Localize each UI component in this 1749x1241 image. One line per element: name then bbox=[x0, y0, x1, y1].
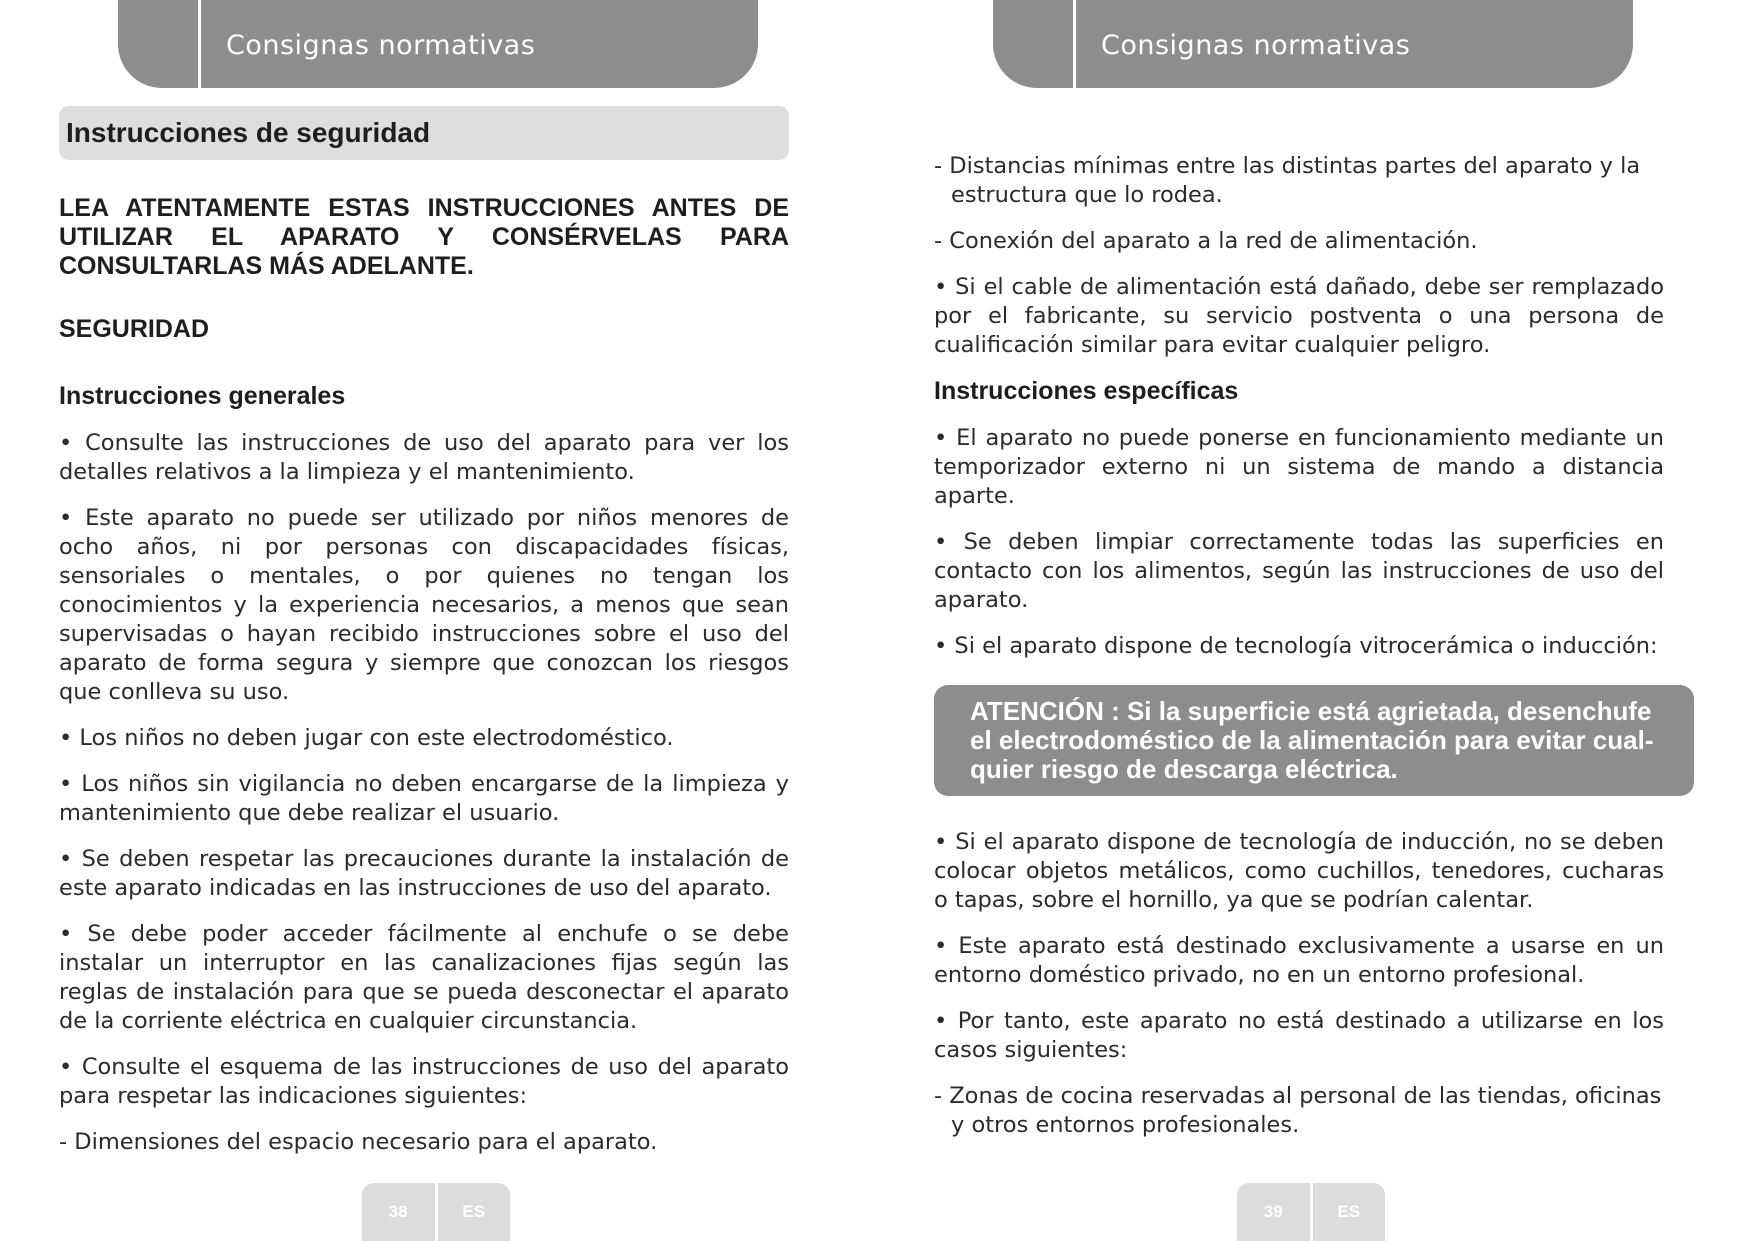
paragraph: • Los niños no deben jugar con este electrodoméstico. bbox=[59, 725, 674, 751]
right-page bbox=[875, 0, 1749, 1241]
header-divider bbox=[1073, 0, 1076, 88]
paragraph: • Los niños sin vigilancia no deben encargarse de la limpieza y mantenimiento que debe realizar el usuario. bbox=[59, 771, 789, 826]
page-number: 39 bbox=[1263, 1202, 1283, 1221]
paragraph: • El aparato no puede ponerse en funcionamiento mediante un temporizador externo ni un sistema de mando a distancia aparte. bbox=[934, 425, 1664, 509]
right-footer-tab bbox=[1237, 1183, 1385, 1241]
right-content bbox=[934, 152, 1664, 1157]
paragraph: • Se debe poder acceder fácilmente al enchufe o se debe instalar un interruptor en las canalizaciones fijas según las reglas de instalación para que se pueda desconectar el aparato de la corriente eléctrica en cualquier circunstancia. bbox=[59, 921, 789, 1034]
paragraph: • Por tanto, este aparato no está destinado a utilizarse en los casos siguientes: bbox=[934, 1008, 1664, 1063]
attention-box: ATENCIÓN : Si la superficie está agrietada, desenchufe el electrodoméstico de la alimentación para evitar cualquier riesgo de descarga eléctrica. bbox=[934, 685, 1694, 796]
paragraph: • Si el aparato dispone de tecnología vitrocerámica o inducción: bbox=[934, 633, 1658, 659]
left-footer-tab bbox=[362, 1183, 510, 1241]
safety-heading: SEGURIDAD bbox=[59, 315, 210, 343]
dash-item: - Distancias mínimas entre las distintas partes del aparato y la estructura que lo rodea. bbox=[934, 153, 1641, 208]
dash-item: - Dimensiones del espacio necesario para el aparato. bbox=[59, 1129, 658, 1155]
caps-warning: LEA ATENTAMENTE ESTAS INSTRUCCIONES ANTES DE UTILIZAR EL APARATO Y CONSÉRVELAS PARA CONSULTARLAS MÁS ADELANTE. bbox=[59, 194, 789, 280]
section-title-bar: Instrucciones de seguridad bbox=[59, 106, 789, 160]
paragraph: • Consulte el esquema de las instrucciones de uso del aparato para respetar las indicaciones siguientes: bbox=[59, 1054, 789, 1109]
paragraph: • Si el aparato dispone de tecnología de inducción, no se deben colocar objetos metálicos, como cuchillos, tenedores, cucharas o tapas, sobre el hornillo, ya que se podrían calentar. bbox=[934, 829, 1664, 913]
paragraph: • Se deben limpiar correctamente todas las superficies en contacto con los alimentos, según las instrucciones de uso del aparato. bbox=[934, 529, 1664, 613]
left-page bbox=[0, 0, 874, 1241]
language-code: ES bbox=[1337, 1202, 1361, 1221]
header-divider bbox=[198, 0, 201, 88]
paragraph: • Se deben respetar las precauciones durante la instalación de este aparato indicadas en las instrucciones de uso del aparato. bbox=[59, 846, 789, 901]
page-number: 38 bbox=[388, 1202, 408, 1221]
cable-paragraph: • Si el cable de alimentación está dañado, debe ser remplazado por el fabricante, su servicio postventa o una persona de cualificación similar para evitar cualquier peligro. bbox=[934, 274, 1664, 358]
general-instructions-heading: Instrucciones generales bbox=[59, 382, 346, 410]
right-header-title: Consignas normativas bbox=[1101, 30, 1411, 61]
specific-instructions-heading: Instrucciones específicas bbox=[934, 377, 1239, 405]
dash-item: - Conexión del aparato a la red de alimentación. bbox=[934, 228, 1478, 254]
dash-item: - Zonas de cocina reservadas al personal de las tiendas, oficinas y otros entornos profesionales. bbox=[934, 1083, 1662, 1138]
paragraph: • Este aparato no puede ser utilizado por niños menores de ocho años, ni por personas con discapacidades físicas, sensoriales o mentales, o por quienes no tengan los conocimientos y la experiencia necesarios, a menos que sean supervisadas o hayan recibido instrucciones sobre el uso del aparato de forma segura y siempre que conozcan los riesgos que conlleva su uso. bbox=[59, 505, 789, 705]
paragraph: • Este aparato está destinado exclusivamente a usarse en un entorno doméstico privado, no en un entorno profesional. bbox=[934, 933, 1664, 988]
left-header-tab bbox=[118, 0, 758, 88]
right-header-tab bbox=[993, 0, 1633, 88]
left-content bbox=[59, 106, 789, 1174]
language-code: ES bbox=[462, 1202, 486, 1221]
left-header-title: Consignas normativas bbox=[226, 30, 536, 61]
paragraph: • Consulte las instrucciones de uso del aparato para ver los detalles relativos a la limpieza y el mantenimiento. bbox=[59, 430, 789, 485]
